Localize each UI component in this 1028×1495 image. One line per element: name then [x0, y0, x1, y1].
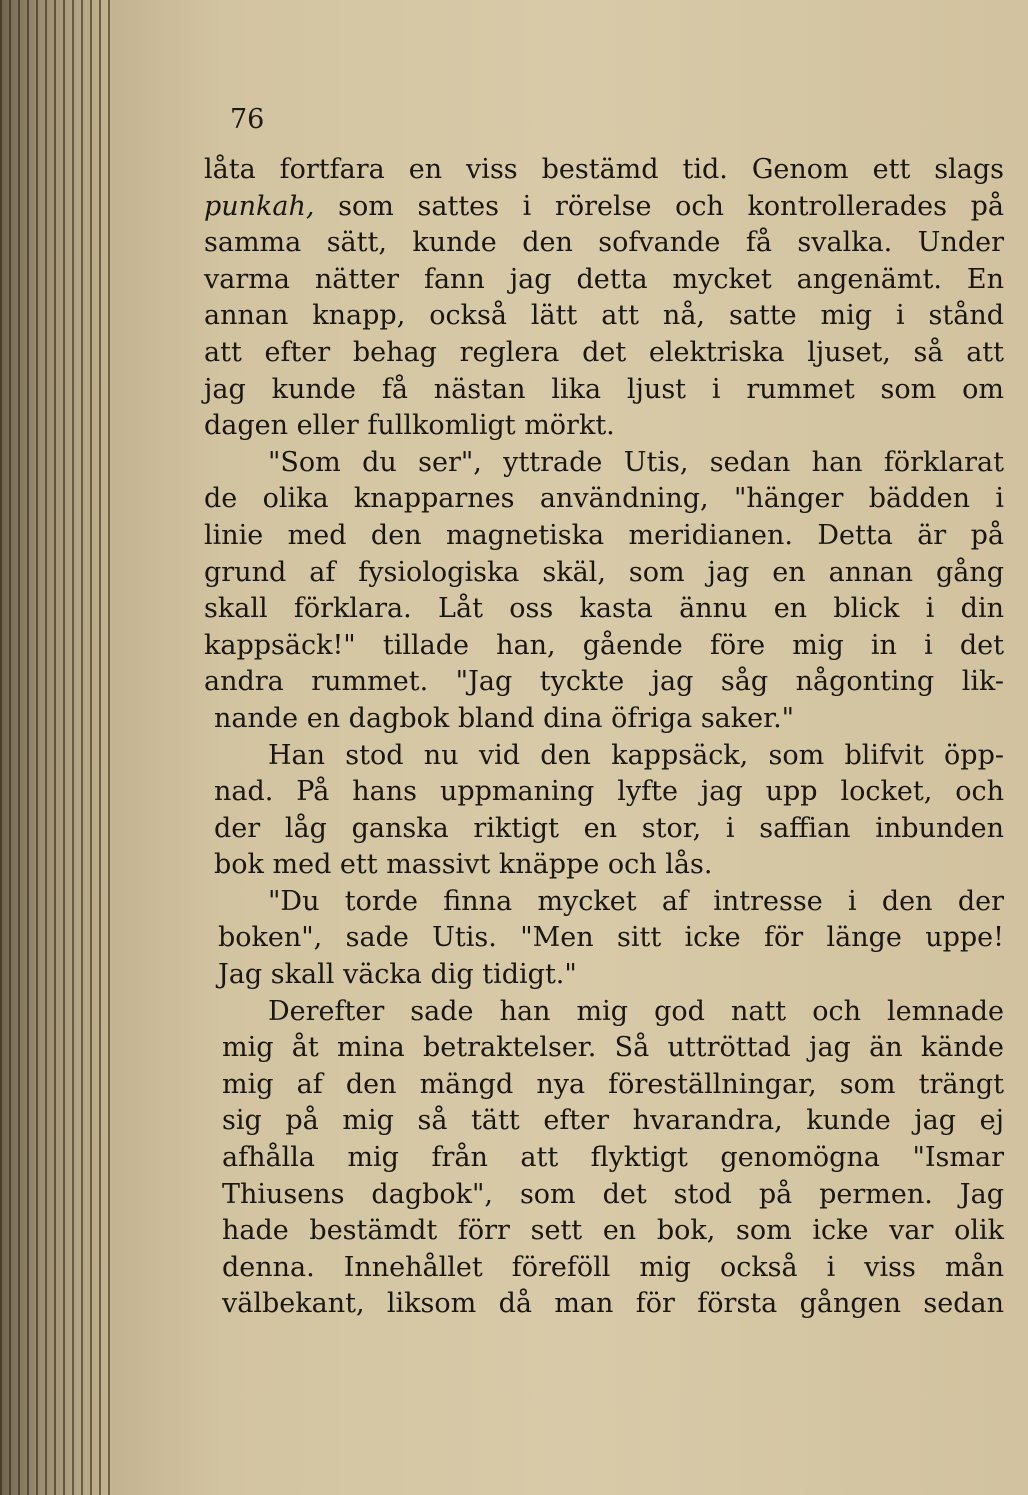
- text-line: annan knapp, också lätt att nå, satte mig i stånd: [204, 300, 1004, 332]
- text-line: Derefter sade han mig god natt och lemnade: [268, 995, 1004, 1027]
- text-line: Jag skall väcka dig tidigt.": [218, 959, 577, 991]
- text-line: varma nätter fann jag detta mycket angenämt. En: [204, 263, 1004, 295]
- text-line: "Du torde finna mycket af intresse i den der: [268, 885, 1004, 917]
- text-line: Thiusens dagbok", som det stod på permen. Jag: [222, 1178, 1004, 1210]
- text-line: skall förklara. Låt oss kasta ännu en blick i din: [204, 593, 1004, 625]
- text-line: mig af den mängd nya föreställningar, som trängt: [222, 1068, 1004, 1100]
- text-line: afhålla mig från att flyktigt genomögna "Ismar: [222, 1142, 1004, 1174]
- text-line: der låg ganska riktigt en stor, i saffian inbunden: [214, 812, 1004, 844]
- text-line: dagen eller fullkomligt mörkt.: [204, 410, 615, 442]
- text-line: kappsäck!" tillade han, gående före mig in i det: [204, 629, 1004, 661]
- text-line: nande en dagbok bland dina öfriga saker.": [214, 702, 795, 734]
- book-page: [112, 0, 1028, 1495]
- book-spine-gutter: [0, 0, 112, 1495]
- text-line: linie med den magnetiska meridianen. Detta är på: [204, 519, 1004, 551]
- text-line: Han stod nu vid den kappsäck, som blifvit öpp-: [268, 739, 1004, 771]
- text-line: denna. Innehållet föreföll mig också i viss mån: [222, 1251, 1004, 1283]
- text-line: andra rummet. "Jag tyckte jag såg någonting lik-: [204, 666, 1004, 698]
- text-line: sig på mig så tätt efter hvarandra, kunde jag ej: [222, 1105, 1004, 1137]
- text-line: låta fortfara en viss bestämd tid. Genom ett slags: [204, 154, 1004, 185]
- page-number: 76: [230, 104, 265, 135]
- text-line: hade bestämdt förr sett en bok, som icke var olik: [222, 1215, 1004, 1247]
- text-line: att efter behag reglera det elektriska ljuset, så att: [204, 336, 1004, 368]
- text-line: jag kunde få nästan lika ljust i rummet som om: [204, 373, 1004, 405]
- text-line: de olika knapparnes användning, "hänger bädden i: [204, 483, 1004, 515]
- body-text: [204, 152, 1004, 1323]
- text-line: välbekant, liksom då man för första gången sedan: [222, 1288, 1004, 1320]
- text-line: "Som du ser", yttrade Utis, sedan han förklarat: [268, 446, 1004, 478]
- text-line: bok med ett massivt knäppe och lås.: [214, 849, 713, 881]
- text-line-rest: som sattes i rörelse och kontrollerades på: [338, 190, 1004, 222]
- text-line: [204, 189, 1004, 226]
- text-line: grund af fysiologiska skäl, som jag en annan gång: [204, 556, 1004, 588]
- text-line: boken", sade Utis. "Men sitt icke för länge uppe!: [218, 922, 1004, 954]
- italic-term: punkah,: [204, 190, 315, 222]
- text-line: mig åt mina betraktelser. Så uttröttad jag än kände: [222, 1032, 1004, 1064]
- text-line: nad. På hans uppmaning lyfte jag upp locket, och: [214, 776, 1004, 808]
- text-line: samma sätt, kunde den sofvande få svalka. Under: [204, 227, 1004, 259]
